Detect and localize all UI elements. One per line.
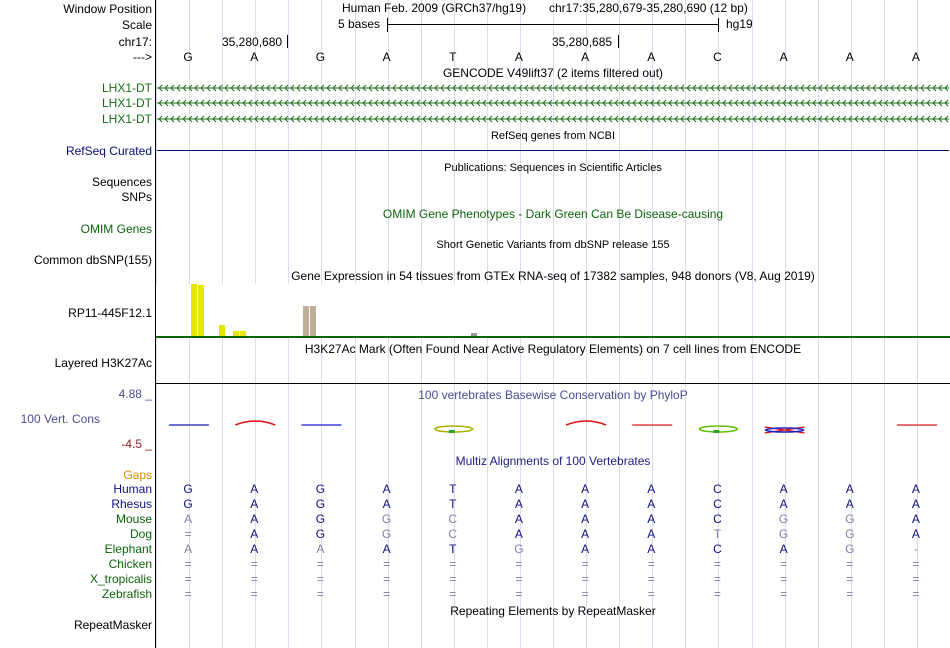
multiz-base: G xyxy=(183,497,193,511)
refseq-gene-line[interactable] xyxy=(157,150,949,151)
gencode-gene-label-2[interactable]: LHX1-DT xyxy=(101,96,152,110)
multiz-base: G xyxy=(845,512,855,526)
multiz-base: = xyxy=(316,557,324,571)
multiz-base: A xyxy=(250,497,259,511)
multiz-base: = xyxy=(184,527,192,541)
multiz-base: G xyxy=(315,527,326,541)
window-position-label: Window Position xyxy=(63,2,152,16)
multiz-base: = xyxy=(713,587,721,601)
multiz-base: = xyxy=(912,557,920,571)
multiz-base: = xyxy=(780,572,788,586)
phylop-title: 100 vertebrates Basewise Conservation by PhyloP xyxy=(418,388,688,402)
multiz-base: A xyxy=(382,542,391,556)
multiz-base: T xyxy=(449,482,457,496)
multiz-base: = xyxy=(713,557,721,571)
omim-title: OMIM Gene Phenotypes - Dark Green Can Be Disease-causing xyxy=(382,207,724,221)
multiz-species-label[interactable]: Rhesus xyxy=(111,497,152,511)
multiz-species-label[interactable]: Elephant xyxy=(104,542,152,556)
phylop-mark xyxy=(713,430,719,433)
multiz-base: = xyxy=(647,587,655,601)
phylop-max-label: 4.88 _ xyxy=(118,387,152,401)
scale-db: hg19 xyxy=(726,17,753,31)
multiz-base: G xyxy=(315,482,326,496)
multiz-base: = xyxy=(449,572,457,586)
multiz-base: = xyxy=(383,572,391,586)
multiz-base: = xyxy=(184,557,192,571)
multiz-base: G xyxy=(381,527,392,541)
dbsnp-title: Short Genetic Variants from dbSNP release 155 xyxy=(436,239,670,251)
multiz-base: = xyxy=(647,572,655,586)
gencode-gene-feature-3[interactable] xyxy=(157,112,949,126)
multiz-base: A xyxy=(514,512,523,526)
multiz-base: G xyxy=(778,512,789,526)
multiz-base: = xyxy=(515,557,523,571)
strand-label: ---> xyxy=(133,50,152,64)
multiz-base: A xyxy=(184,542,193,556)
multiz-base: C xyxy=(713,482,722,496)
phylop-label[interactable]: 100 Vert. Cons xyxy=(20,412,100,426)
gtex-bar[interactable] xyxy=(198,285,204,336)
multiz-base: = xyxy=(184,587,192,601)
gencode-gene-label-3[interactable]: LHX1-DT xyxy=(101,112,152,126)
multiz-base: C xyxy=(713,497,722,511)
scale-bar-right-tick xyxy=(718,18,719,32)
base-letter: A xyxy=(250,50,259,64)
multiz-base: A xyxy=(911,527,920,541)
multiz-base: = xyxy=(846,557,854,571)
multiz-base: A xyxy=(911,482,920,496)
multiz-base: = xyxy=(383,587,391,601)
publications-title: Publications: Sequences in Scientific Articles xyxy=(444,162,662,174)
multiz-base: A xyxy=(382,482,391,496)
multiz-species-label[interactable]: X_tropicalis xyxy=(89,572,152,586)
multiz-base: A xyxy=(514,527,523,541)
multiz-base: G xyxy=(381,512,392,526)
multiz-base: A xyxy=(647,542,656,556)
gtex-label[interactable]: RP11-445F12.1 xyxy=(68,306,152,320)
scale-bar-left-tick xyxy=(387,18,388,32)
repeatmasker-title: Repeating Elements by RepeatMasker xyxy=(450,604,656,618)
phylop-wiggle[interactable] xyxy=(156,410,950,438)
multiz-base: A xyxy=(845,482,854,496)
gtex-title: Gene Expression in 54 tissues from GTEx RNA-seq of 17382 samples, 948 donors (V8, Aug 2019) xyxy=(291,269,815,283)
multiz-base: A xyxy=(581,542,590,556)
multiz-base: A xyxy=(647,482,656,496)
scale-bar xyxy=(387,24,718,25)
h3k27ac-title: H3K27Ac Mark (Often Found Near Active Regulatory Elements) on 7 cell lines from ENCODE xyxy=(304,342,802,356)
gencode-title: GENCODE V49lift37 (2 items filtered out) xyxy=(442,66,664,80)
multiz-base: A xyxy=(514,482,523,496)
multiz-base: A xyxy=(250,482,259,496)
base-letter: G xyxy=(183,50,193,64)
multiz-base: = xyxy=(383,557,391,571)
gencode-gene-label-1[interactable]: LHX1-DT xyxy=(101,81,152,95)
multiz-base: G xyxy=(315,512,326,526)
multiz-base: G xyxy=(845,527,855,541)
assembly-name: Human Feb. 2009 (GRCh37/hg19) xyxy=(342,1,527,15)
multiz-base: = xyxy=(316,587,324,601)
multiz-base: A xyxy=(911,512,920,526)
publications-snps-label[interactable]: SNPs xyxy=(121,190,152,204)
multiz-base: A xyxy=(316,542,325,556)
multiz-base: A xyxy=(184,512,193,526)
multiz-base: = xyxy=(581,557,589,571)
multiz-base: = xyxy=(780,557,788,571)
multiz-base: = xyxy=(647,557,655,571)
multiz-base: G xyxy=(845,542,855,556)
base-letter: A xyxy=(779,50,788,64)
multiz-base: A xyxy=(581,497,590,511)
multiz-base: A xyxy=(779,497,788,511)
base-letter: A xyxy=(382,50,391,64)
multiz-base: A xyxy=(845,497,854,511)
phylop-mark xyxy=(566,421,606,425)
base-letter: A xyxy=(581,50,590,64)
multiz-base: C xyxy=(448,527,458,541)
multiz-base: G xyxy=(183,482,193,496)
multiz-base: = xyxy=(846,587,854,601)
multiz-species-label[interactable]: Zebrafish xyxy=(101,587,152,601)
multiz-base: = xyxy=(912,587,920,601)
multiz-base: = xyxy=(912,572,920,586)
base-letter: G xyxy=(315,50,326,64)
multiz-base: A xyxy=(647,497,656,511)
phylop-min-label: -4.5 _ xyxy=(121,437,152,451)
position-tick-right-mark xyxy=(618,35,619,48)
scale-label: Scale xyxy=(121,18,152,32)
multiz-base: C xyxy=(713,542,722,556)
multiz-base: A xyxy=(514,497,523,511)
multiz-base: C xyxy=(713,512,722,526)
multiz-base: A xyxy=(779,482,788,496)
gtex-bar[interactable] xyxy=(310,306,316,336)
multiz-base: A xyxy=(581,482,590,496)
gtex-bar[interactable] xyxy=(191,284,197,336)
base-letter: C xyxy=(713,50,722,64)
multiz-base: A xyxy=(581,512,590,526)
h3k27ac-label[interactable]: Layered H3K27Ac xyxy=(54,356,152,370)
gtex-bar[interactable] xyxy=(303,306,309,336)
multiz-base: A xyxy=(647,512,656,526)
gaps-label[interactable]: Gaps xyxy=(123,468,152,482)
gtex-bar[interactable] xyxy=(219,325,225,336)
base-letter: A xyxy=(911,50,920,64)
base-letter: A xyxy=(845,50,854,64)
multiz-base: G xyxy=(514,542,524,556)
multiz-base: = xyxy=(250,572,258,586)
base-letter: A xyxy=(514,50,523,64)
repeatmasker-label[interactable]: RepeatMasker xyxy=(73,618,152,632)
multiz-base: = xyxy=(184,572,192,586)
multiz-base: = xyxy=(515,587,523,601)
multiz-species-label[interactable]: Dog xyxy=(129,527,152,541)
multiz-base: A xyxy=(911,497,920,511)
multiz-base: = xyxy=(780,587,788,601)
window-position-text: chr17:35,280,679-35,280,690 (12 bp) xyxy=(549,1,748,15)
multiz-base: = xyxy=(846,572,854,586)
multiz-base: = xyxy=(581,587,589,601)
multiz-base: T xyxy=(713,527,722,541)
multiz-species-label[interactable]: Mouse xyxy=(115,512,152,526)
position-tick-left: 35,280,680 xyxy=(222,35,283,49)
multiz-base: A xyxy=(250,512,259,526)
multiz-base: C xyxy=(448,512,458,526)
multiz-base: = xyxy=(581,572,589,586)
multiz-base: - xyxy=(913,542,918,556)
h3k27ac-baseline xyxy=(156,383,950,384)
publications-sequences-label[interactable]: Sequences xyxy=(91,175,152,189)
multiz-base: = xyxy=(449,587,457,601)
multiz-base: A xyxy=(647,527,656,541)
multiz-base: = xyxy=(449,557,457,571)
position-tick-left-mark xyxy=(287,35,288,48)
phylop-mark xyxy=(235,421,275,425)
scale-text: 5 bases xyxy=(338,17,381,31)
refseq-title: RefSeq genes from NCBI xyxy=(490,130,616,142)
multiz-base: G xyxy=(315,497,326,511)
multiz-base: A xyxy=(581,527,590,541)
multiz-base: A xyxy=(250,542,259,556)
position-tick-right: 35,280,685 xyxy=(552,35,613,49)
multiz-base: T xyxy=(449,497,457,511)
refseq-label[interactable]: RefSeq Curated xyxy=(65,144,152,158)
gencode-gene-feature-2[interactable] xyxy=(157,96,949,110)
multiz-species-label[interactable]: Chicken xyxy=(108,557,152,571)
dbsnp-label[interactable]: Common dbSNP(155) xyxy=(33,253,152,267)
multiz-base: A xyxy=(250,527,259,541)
base-letter: T xyxy=(449,50,457,64)
gtex-gene-line xyxy=(156,336,950,338)
gencode-gene-feature-1[interactable] xyxy=(157,81,949,95)
omim-label[interactable]: OMIM Genes xyxy=(80,222,152,236)
phylop-mark xyxy=(449,430,455,433)
base-letter: A xyxy=(647,50,656,64)
multiz-base: A xyxy=(382,497,391,511)
multiz-title: Multiz Alignments of 100 Vertebrates xyxy=(455,454,651,468)
multiz-base: = xyxy=(713,572,721,586)
chrom-label: chr17: xyxy=(118,35,152,49)
multiz-base: = xyxy=(250,587,258,601)
multiz-base: = xyxy=(250,557,258,571)
gtex-chart[interactable] xyxy=(156,284,534,336)
multiz-base: G xyxy=(778,527,789,541)
multiz-base: = xyxy=(515,572,523,586)
multiz-base: A xyxy=(779,542,788,556)
multiz-base: = xyxy=(316,572,324,586)
multiz-species-label[interactable]: Human xyxy=(113,482,152,496)
multiz-base: T xyxy=(449,542,457,556)
